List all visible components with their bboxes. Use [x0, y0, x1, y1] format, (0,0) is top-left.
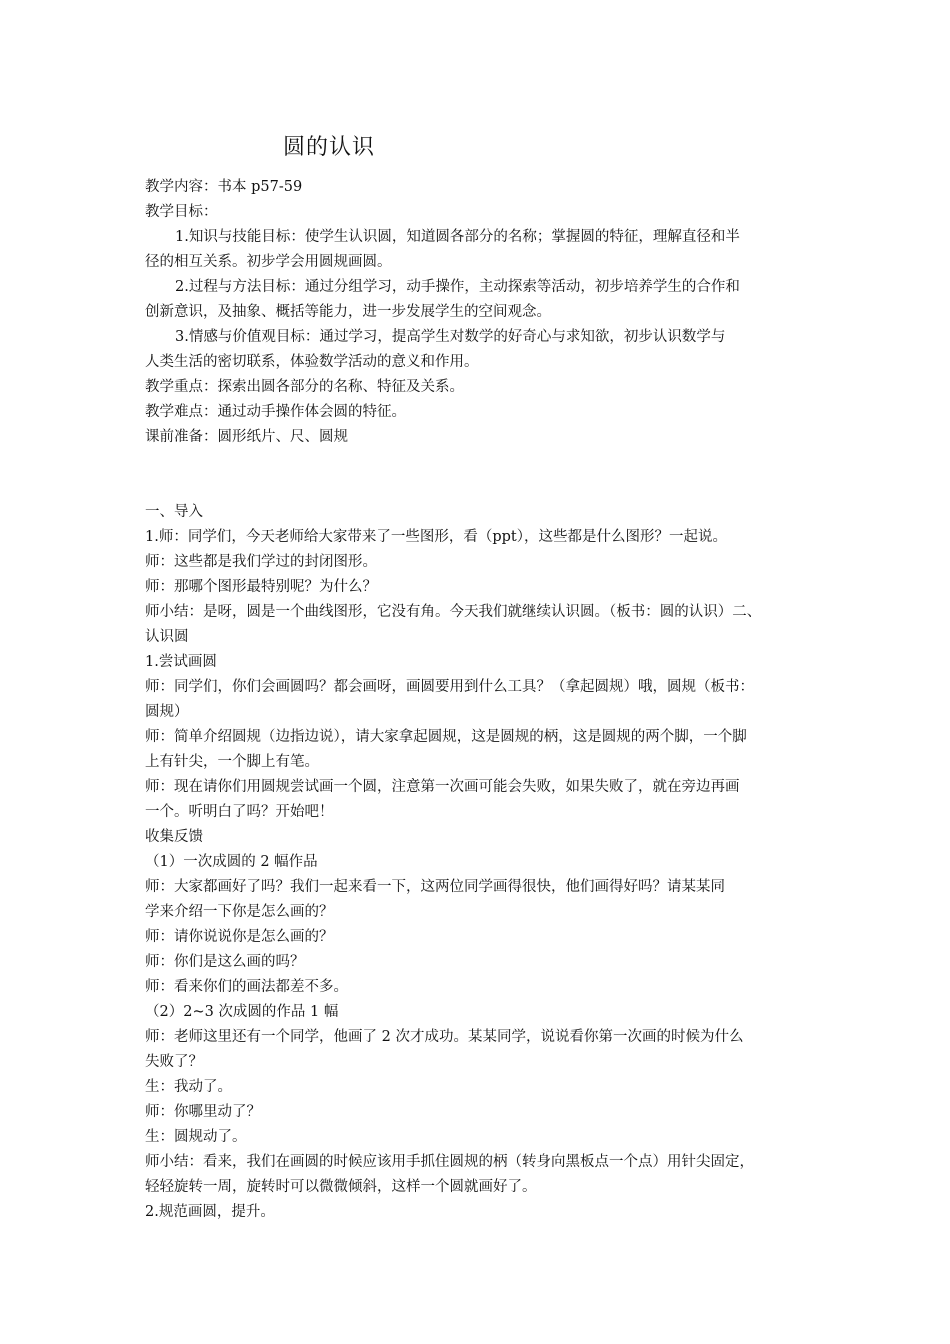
body-line: 师：这些都是我们学过的封闭图形。 [145, 554, 377, 570]
goal-3-line-1: 3.情感与价值观目标：通过学习，提高学生对数学的好奇心与求知欲，初步认识数学与 [175, 329, 726, 345]
difficulty-line: 教学难点：通过动手操作体会圆的特征。 [145, 404, 406, 420]
body-line: 师：请你说说你是怎么画的？ [145, 929, 334, 945]
document-content [145, 175, 815, 1225]
body-line: 师：你们是这么画的吗？ [145, 954, 305, 970]
body-line: 师：老师这里还有一个同学，他画了 2 次才成功。某某同学，说说看你第一次画的时候为什么 [145, 1029, 744, 1045]
body-line: 1.师：同学们，今天老师给大家带来了一些图形，看（ppt），这些都是什么图形？一起说。 [145, 529, 727, 545]
body-line: 师：现在请你们用圆规尝试画一个圆，注意第一次画可能会失败，如果失败了，就在旁边再画 [145, 779, 740, 795]
body-line: （1）一次成圆的 2 幅作品 [145, 854, 318, 870]
subsection-heading: 1.尝试画圆 [145, 654, 217, 670]
section-heading-intro: 一、导入 [145, 504, 203, 520]
body-line: 收集反馈 [145, 829, 203, 845]
key-point-line: 教学重点：探索出圆各部分的名称、特征及关系。 [145, 379, 464, 395]
body-line: 生：我动了。 [145, 1079, 232, 1095]
lesson-goals-heading: 教学目标： [145, 204, 218, 220]
preparation-line: 课前准备：圆形纸片、尺、圆规 [145, 429, 348, 445]
subsection-heading: 2.规范画圆，提升。 [145, 1204, 275, 1220]
body-line: 学来介绍一下你是怎么画的？ [145, 904, 334, 920]
goal-2-line-1: 2.过程与方法目标：通过分组学习，动手操作，主动探索等活动，初步培养学生的合作和 [175, 279, 740, 295]
body-line: 师：看来你们的画法都差不多。 [145, 979, 348, 995]
body-line: 认识圆 [145, 629, 189, 645]
lesson-content-line: 教学内容：书本 p57-59 [145, 179, 303, 195]
body-line: 一个。听明白了吗？开始吧！ [145, 804, 334, 820]
section-gap [145, 450, 815, 500]
body-line: 生：圆规动了。 [145, 1129, 247, 1145]
body-line: 师：同学们，你们会画圆吗？都会画呀，画圆要用到什么工具？（拿起圆规）哦，圆规（板书： [145, 679, 754, 695]
goal-1-line-1: 1.知识与技能目标：使学生认识圆，知道圆各部分的名称；掌握圆的特征，理解直径和半 [175, 229, 740, 245]
goal-2-line-2: 创新意识，及抽象、概括等能力，进一步发展学生的空间观念。 [145, 304, 551, 320]
body-line: 上有针尖，一个脚上有笔。 [145, 754, 319, 770]
document-title: 圆的认识 [283, 135, 376, 160]
body-line: 失败了？ [145, 1054, 203, 1070]
goal-3-line-2: 人类生活的密切联系，体验数学活动的意义和作用。 [145, 354, 479, 370]
body-line: 师：你哪里动了？ [145, 1104, 261, 1120]
body-line: （2）2~3 次成圆的作品 1 幅 [145, 1004, 339, 1020]
goal-1-line-2: 径的相互关系。初步学会用圆规画圆。 [145, 254, 392, 270]
body-line: 轻轻旋转一周，旋转时可以微微倾斜，这样一个圆就画好了。 [145, 1179, 537, 1195]
body-line: 师小结：看来，我们在画圆的时候应该用手抓住圆规的柄（转身向黑板点一个点）用针尖固定， [145, 1154, 754, 1170]
body-line: 师：简单介绍圆规（边指边说），请大家拿起圆规，这是圆规的柄，这是圆规的两个脚，一个脚 [145, 729, 747, 745]
body-line: 师：那哪个图形最特别呢？为什么？ [145, 579, 377, 595]
body-line: 圆规） [145, 704, 189, 720]
body-line: 师小结：是呀，圆是一个曲线图形，它没有角。今天我们就继续认识圆。（板书：圆的认识）二、 [145, 604, 762, 620]
body-line: 师：大家都画好了吗？我们一起来看一下，这两位同学画得很快，他们画得好吗？请某某同 [145, 879, 725, 895]
